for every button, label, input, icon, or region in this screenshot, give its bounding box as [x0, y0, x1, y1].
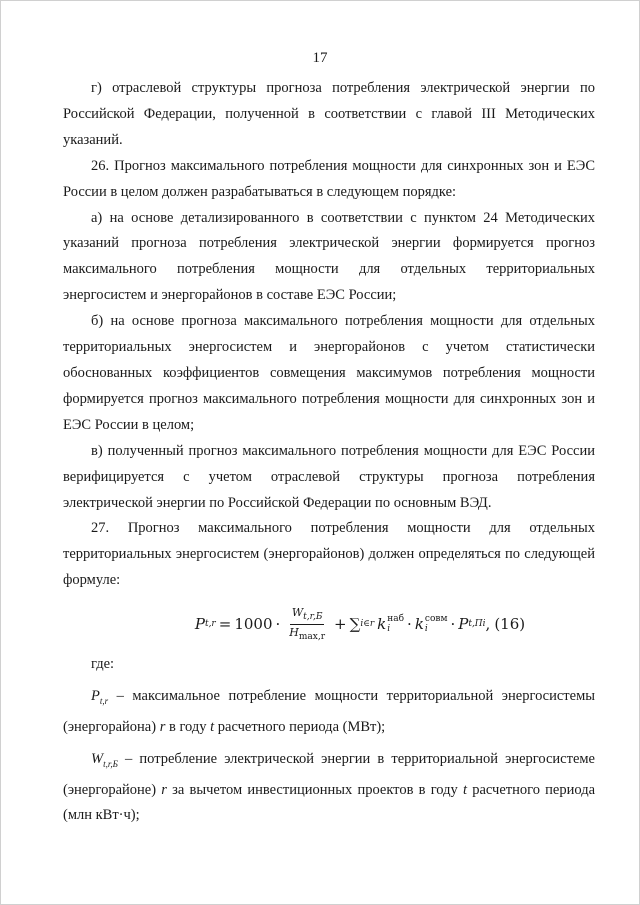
denominator-symbol: H [289, 625, 299, 639]
formula-lhs-sub: t,r [204, 619, 216, 630]
formula-number: (16) [494, 615, 526, 634]
definition-w-symbol-sub: t,r,Б [103, 758, 118, 769]
formula-dot-2: · [407, 615, 412, 634]
formula-equals: = [218, 615, 232, 634]
page-content [63, 76, 595, 829]
denominator-sub: max,r [298, 631, 326, 642]
formula-p2-sub: t,Пi [468, 619, 486, 630]
definition-w-var-t: t [462, 781, 467, 798]
formula-dot-3: · [450, 615, 456, 634]
k2-sup: совм [424, 614, 448, 625]
formula-sum-sub: i∈r [360, 619, 375, 630]
k1-sub: i [387, 624, 391, 635]
formula-p2: P [458, 615, 469, 634]
definition-p [63, 684, 595, 741]
paragraph-a: а) на основе детализированного в соответствии с пунктом 24 Методических указаний прогноза потребления электрической энергии формируется прогноз максимального потребления мощности для отдельных территориальных энергосистем и энергорайонов в составе ЕЭС России; [63, 209, 595, 304]
formula-k1-indices [387, 614, 404, 634]
definition-w-var-r: r [161, 781, 167, 798]
paragraph-b: б) на основе прогноза максимального потребления мощности для отдельных территориальных энергосистем и энергорайонов с учетом статистически обоснованных коэффициентов совмещения максимумов потребления мощности формируется прогноз максимального потребления мощности для синхронных зон и ЕЭС России в целом; [63, 313, 595, 433]
paragraph-g: г) отраслевой структуры прогноза потребления электрической энергии по Российской Федерации, полученной в соответствии с главой III Методических указаний. [63, 80, 595, 148]
fraction-denominator [287, 625, 327, 642]
definition-w [63, 747, 595, 830]
definition-p-symbol: P [91, 688, 100, 705]
formula-coef: 1000 [234, 615, 273, 634]
paragraph-v: в) полученный прогноз максимального потребления мощности для ЕЭС России верифицируется с учетом отраслевой структуры прогноза потребления электрической энергии по Российской Федерации по основным ВЭД. [63, 442, 595, 511]
where-label: где: [91, 656, 115, 673]
paragraph-26: 26. Прогноз максимального потребления мощности для синхронных зон и ЕЭС России в целом должен разрабатываться в следующем порядке: [63, 157, 595, 200]
formula-dot: · [275, 615, 281, 634]
definition-p-var-r: r [159, 718, 166, 735]
definition-p-text-1: – максимальное потребление мощности территориальной энергосистемы (энергорайона) [63, 688, 595, 735]
formula-sum: ∑ [349, 615, 361, 634]
definition-w-text-3: расчетного периода (млн кВт·ч); [63, 781, 596, 824]
definition-w-text-2: за вычетом инвестиционных проектов в году [166, 781, 463, 798]
k1-sup: наб [387, 614, 405, 625]
definition-p-symbol-sub: t,r [99, 695, 109, 706]
formula-plus: + [334, 615, 347, 634]
formula-k1: k [377, 615, 387, 634]
definition-w-symbol: W [91, 750, 104, 767]
formula-lhs: P [194, 615, 205, 634]
page-number: 17 [312, 50, 328, 66]
fraction-numerator [290, 606, 325, 624]
formula-tail: , [485, 615, 491, 634]
numerator-sub: t,r,Б [303, 612, 323, 623]
formula-k2-indices [425, 614, 448, 634]
formula-16 [63, 602, 595, 646]
k2-sub: i [424, 624, 428, 635]
definition-p-text-2: в году [165, 718, 211, 735]
formula-k2: k [414, 615, 424, 634]
definition-p-var-t: t [210, 718, 215, 735]
formula-fraction [287, 606, 327, 641]
definition-w-text-1: – потребление электрической энергии в территориальной энергосистеме (энергорайоне) [63, 750, 595, 798]
paragraph-27: 27. Прогноз максимального потребления мощности для отдельных территориальных энергосистем (энергорайонов) должен определяться по следующей формуле: [63, 520, 595, 589]
numerator-symbol: W [291, 606, 304, 620]
definition-p-text-3: расчетного периода (МВт); [214, 718, 386, 735]
